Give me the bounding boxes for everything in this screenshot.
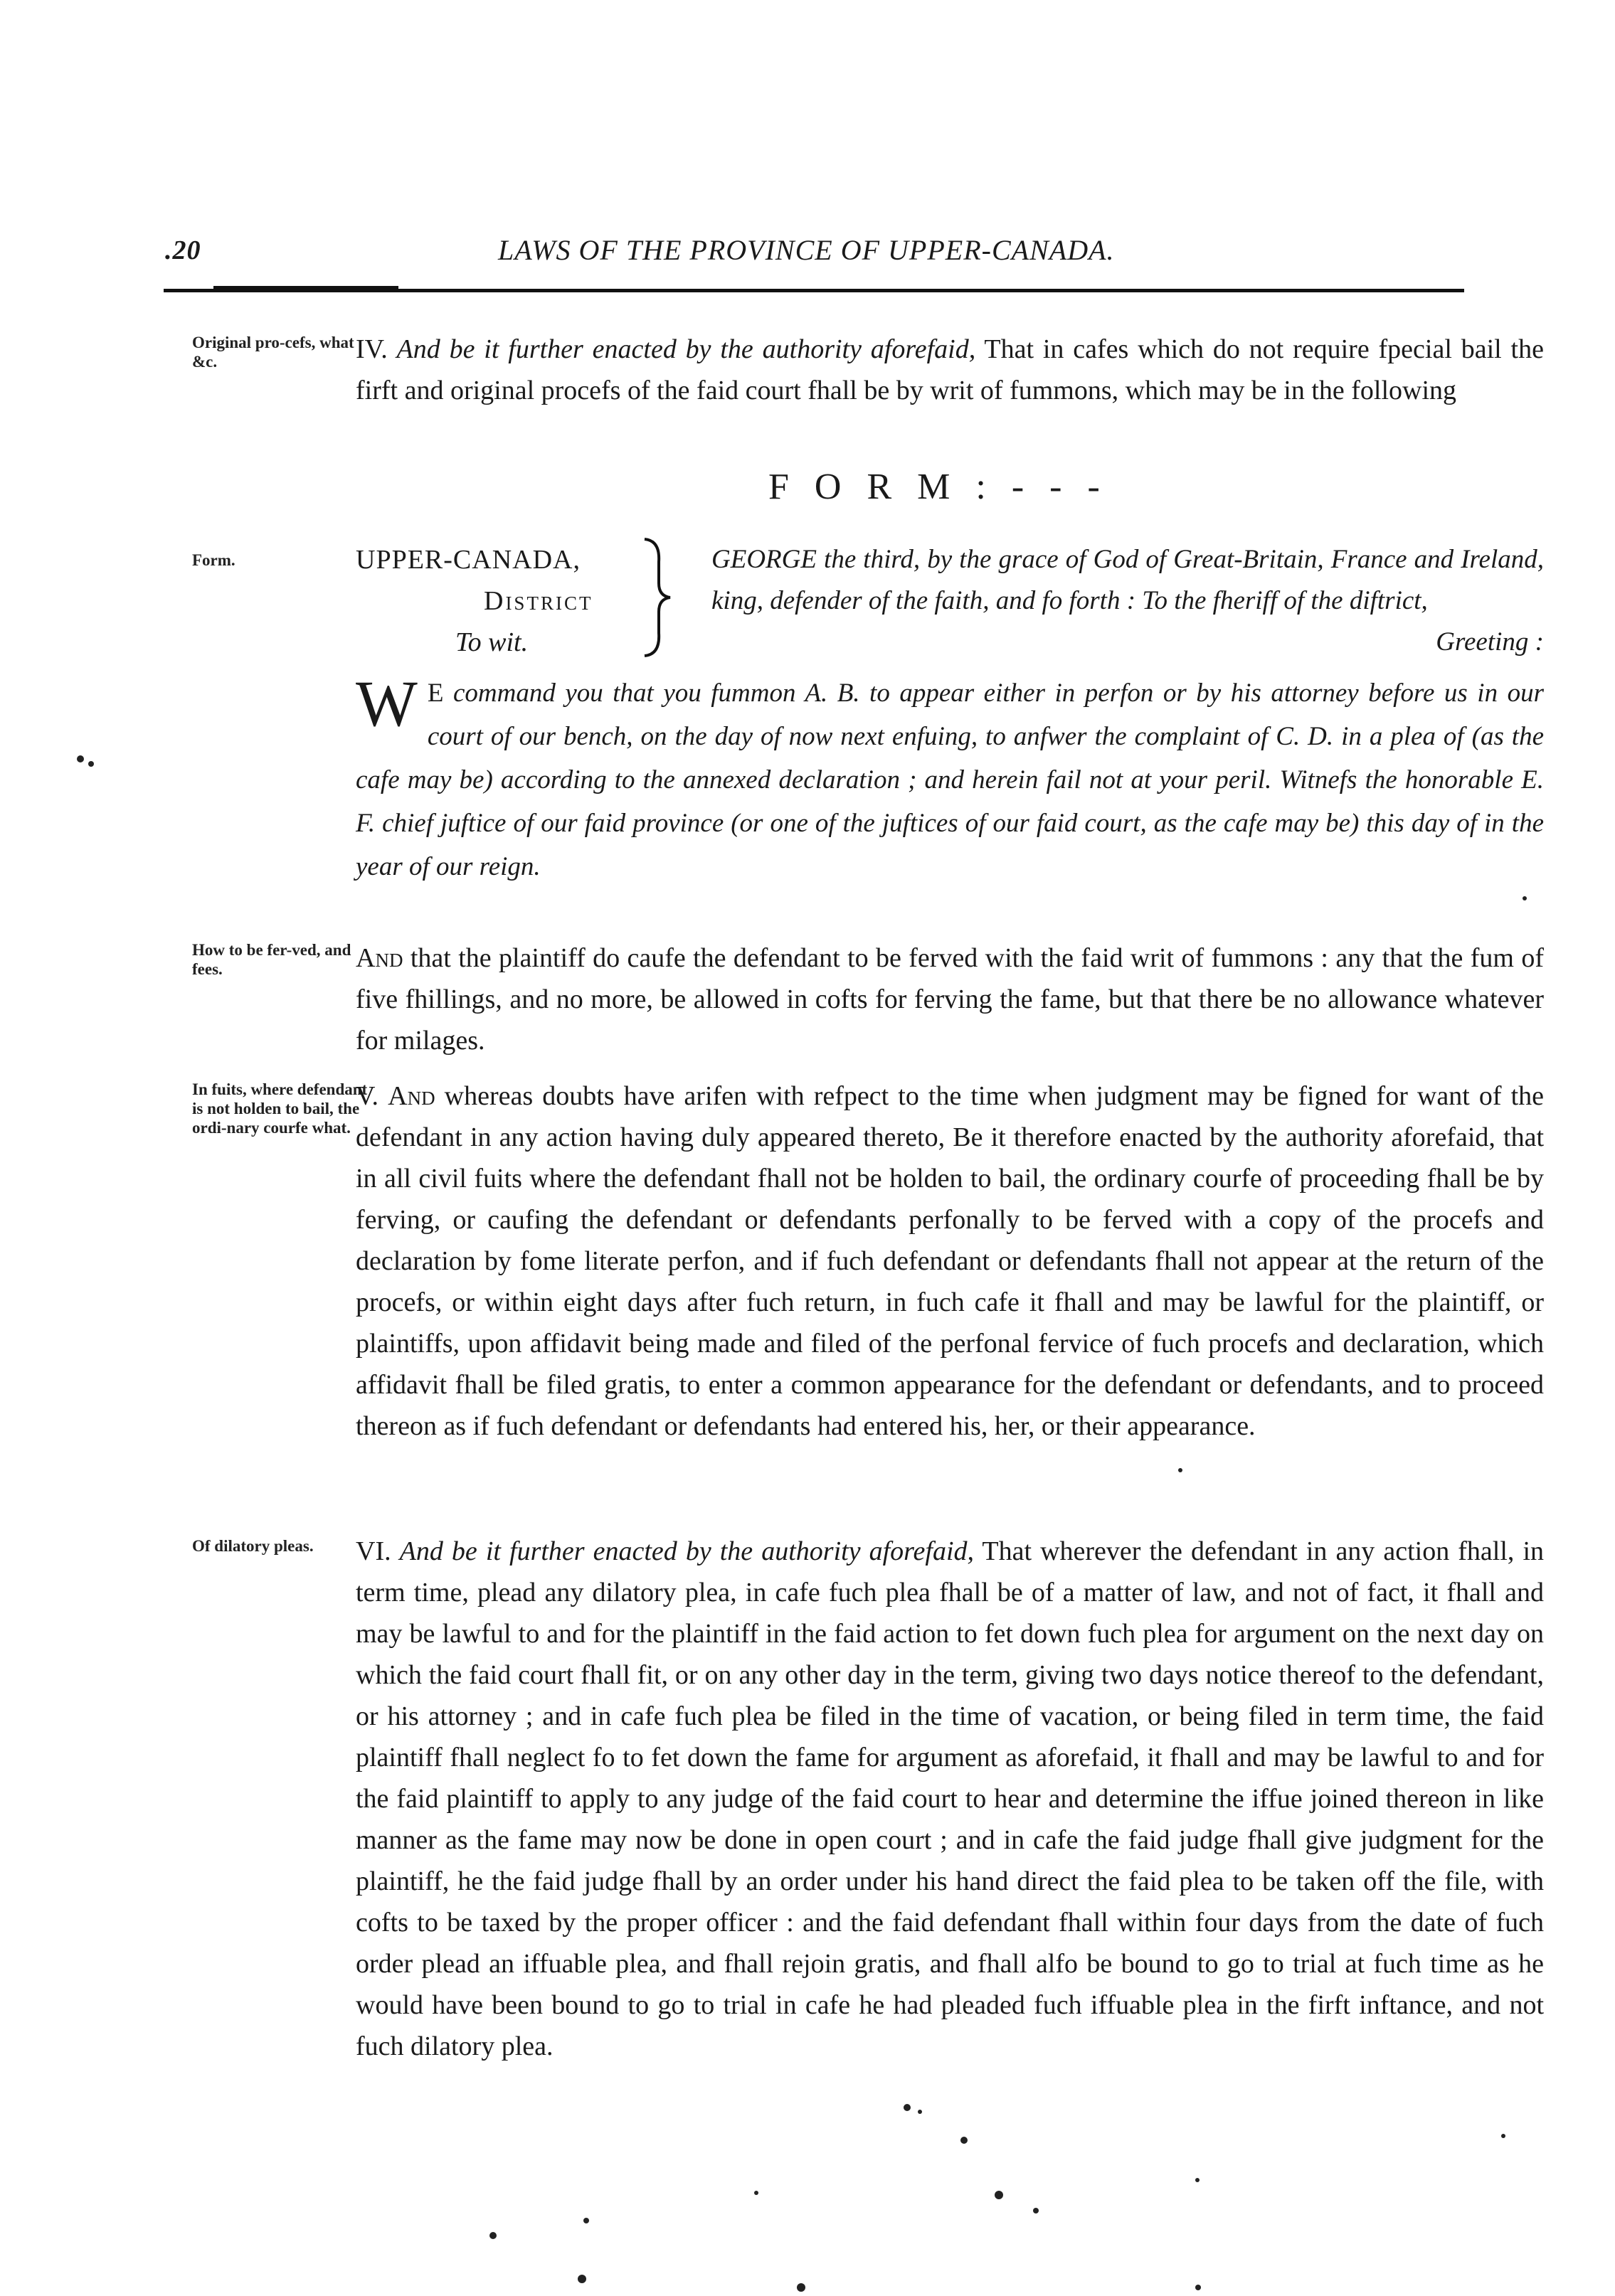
writ-dropcap: W <box>356 667 418 740</box>
writ-caption <box>356 539 655 663</box>
service-paragraph <box>356 937 1544 1061</box>
scan-speck <box>489 2232 497 2239</box>
writ-caption-to-wit: To wit. <box>455 627 529 657</box>
section-iv-number: IV. <box>356 334 388 364</box>
scan-speck <box>1523 896 1527 900</box>
scan-speck <box>797 2283 805 2292</box>
writ-brace <box>623 533 680 661</box>
scan-speck <box>904 2104 911 2111</box>
scan-speck <box>918 2110 922 2114</box>
section-iv-enacting-clause: And be it further enacted by the authority aforefaid, <box>396 334 976 364</box>
margin-note-original-process: Original pro-cefs, what &c. <box>192 334 354 371</box>
margin-note-form: Form. <box>192 551 235 569</box>
scan-speck <box>88 761 94 767</box>
scan-speck <box>1501 2134 1505 2138</box>
writ-caption-province: UPPER-CANADA, <box>356 545 581 575</box>
margin-note-service: How to be fer-ved, and fees. <box>192 941 351 978</box>
writ-greeting: Greeting : <box>1436 627 1544 657</box>
section-vi-text: That wherever the defendant in any action fhall, in term time, plead any dilatory plea, in cafe fuch plea fhall be of a matter of law, and not of fact, it fhall and may be lawful to and for the plaintiff in the faid action to fet down fuch plea for argument on the next day on which the faid court fhall fit, or on any other day in the term, giving two days notice thereof to the defendant, or his attorney ; and in cafe fuch plea be filed in the time of vacation, or being filed in term time, the faid plaintiff fhall neglect fo to fet down the fame for argument as aforefaid, it fhall and may be lawful to and for the faid plaintiff to apply to any judge of the faid court to hear and determine the iffue joined thereon in like manner as the fame may now be done in open court ; and in cafe the faid judge fhall give judgment for the plaintiff, he the faid judge fhall by an order under his hand direct the faid plea to be taken off the file, with cofts to be taxed by the proper officer : and the faid defendant fhall within four days from the date of fuch order plead an iffuable plea, and fhall rejoin gratis, and fhall alfo be bound to go to trial at fuch time as he would have been bound to go to trial in cafe he had pleaded fuch iffuable plea in the firft inftance, and not fuch dilatory plea. <box>356 1536 1545 2061</box>
scan-speck <box>1178 1468 1182 1472</box>
section-vi-number: VI. <box>356 1536 391 1566</box>
section-v-number: V. <box>356 1081 379 1111</box>
scan-speck <box>583 2218 589 2223</box>
margin-note-suits-not-bail: In fuits, where defendant is not holden to bail, the ordi-nary courfe what. <box>192 1080 368 1137</box>
section-iv-text: That in cafes which do not require fpecial bail the firft and original procefs of the faid court fhall be by writ of fummons, which may be in the following <box>356 334 1544 405</box>
section-v-and: And <box>388 1081 435 1111</box>
scan-speck <box>1195 2285 1201 2290</box>
scan-speck <box>960 2137 968 2144</box>
writ-body-lead: E <box>427 679 444 708</box>
scan-speck <box>77 755 84 762</box>
margin-note-dilatory-pleas: Of dilatory pleas. <box>192 1537 314 1555</box>
scan-speck <box>578 2275 586 2283</box>
service-text: that the plaintiff do caufe the defendant to be ferved with the faid writ of fummons : any that the fum of five fhillings, and no more, be allowed in cofts for ferving the fame, but that there be no allowance whatever for milages. <box>356 943 1545 1056</box>
scan-speck <box>995 2191 1003 2199</box>
scan-speck <box>1195 2178 1200 2182</box>
writ-body <box>356 667 1544 888</box>
section-v-text: whereas doubts have arifen with refpect to the time when judgment may be figned for want of the defendant in any action having duly appeared thereto, Be it therefore enacted by the authority aforefaid, that in all civil fuits where the defendant fhall not be holden to bail, the ordinary courfe of proceeding fhall be by ferving, or caufing the defendant or defendants perfonally to be ferved with a copy of the procefs and declaration by fome literate perfon, and if fuch defendant or defendants fhall not appear at the return of the procefs, or within eight days after fuch return, in fuch cafe it fhall and may be lawful for the plaintiff, or plaintiffs, upon affidavit being made and filed of the perfonal fervice of fuch procefs and declaration, which affidavit fhall be filed gratis, to enter a common appearance for the defendant or defendants, and to proceed thereon as if fuch defendant or defendants had entered his, her, or their appearance. <box>356 1081 1545 1441</box>
section-vi-enacting-clause: And be it further enacted by the authority aforefaid, <box>399 1536 975 1566</box>
form-heading: FORM:--- <box>768 467 1126 507</box>
running-title: LAWS OF THE PROVINCE OF UPPER-CANADA. <box>498 234 1115 266</box>
writ-caption-district: District <box>484 586 593 616</box>
scan-speck <box>1033 2208 1039 2213</box>
writ-preamble-text: GEORGE the third, by the grace of God of Great-Britain, France and Ireland, king, defender of the faith, and fo forth : To the fheriff of the diftrict, <box>711 545 1544 615</box>
writ-preamble <box>711 539 1544 663</box>
section-iv <box>356 329 1544 411</box>
service-lead: And <box>356 943 403 973</box>
scan-speck <box>754 2191 758 2195</box>
page-number: .20 <box>165 235 201 265</box>
header-rule-ink-blot <box>213 286 398 292</box>
section-v <box>356 1075 1544 1447</box>
section-vi <box>356 1531 1544 2067</box>
writ-body-text: command you that you fummon A. B. to appear either in perfon or by his attorney before us in our court of our bench, on the day of now next enfuing, to anfwer the complaint of C. D. in a plea of (as the cafe may be) according to the annexed declaration ; and herein fail not at your peril. Witnefs the honorable E. F. chief juftice of our faid province (or one of the juftices of our faid court, as the cafe may be) this day of in the year of our reign. <box>356 679 1544 881</box>
